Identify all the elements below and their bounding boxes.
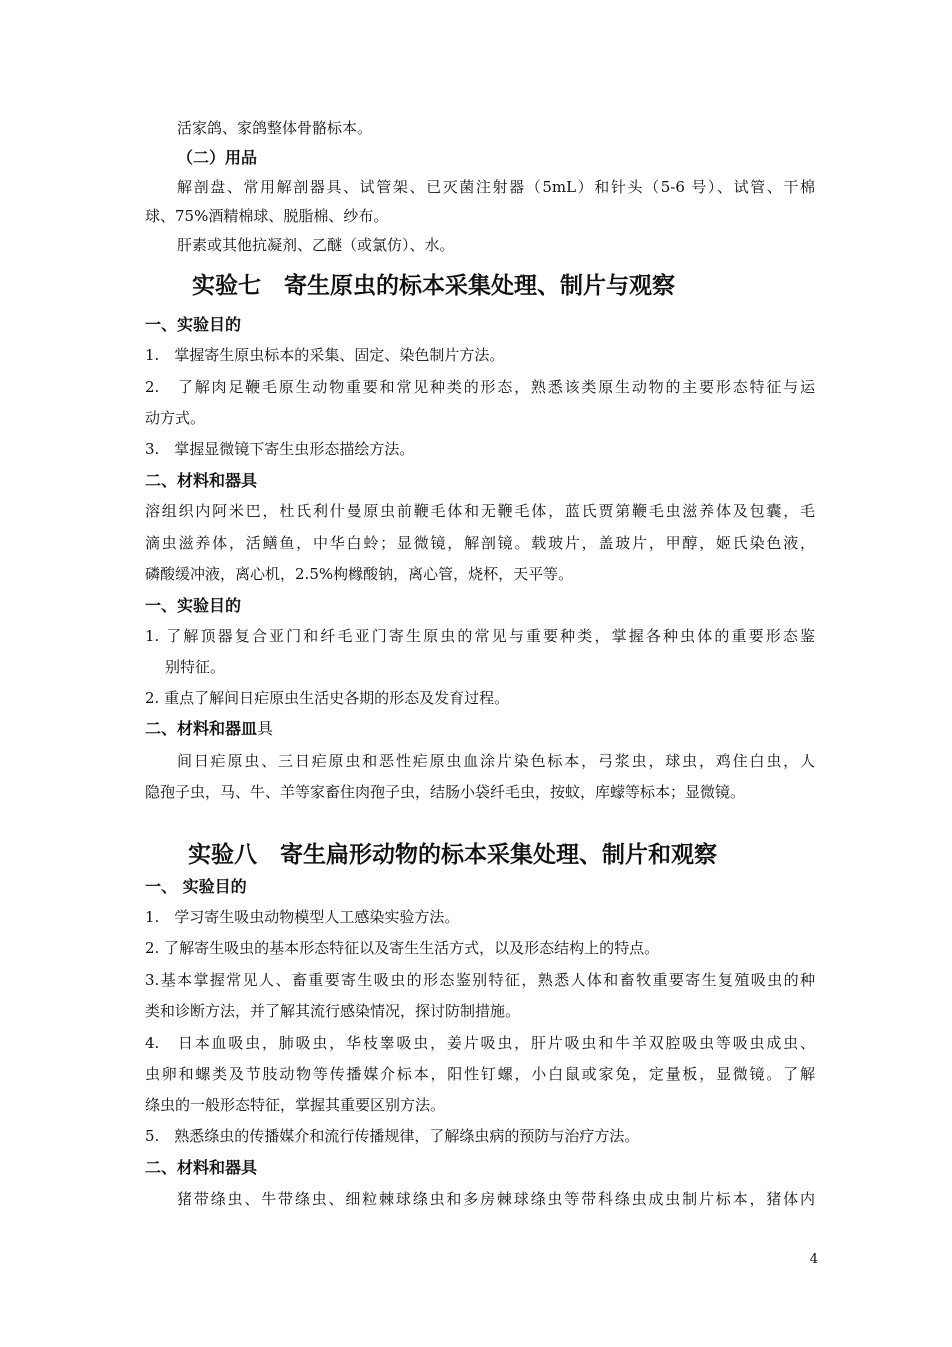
subsection-heading: （二）用品 (177, 148, 258, 167)
text-line: 别特征。 (165, 658, 226, 676)
section-heading-main: 二、材料和器皿 (145, 719, 258, 738)
experiment-title: 实验八 寄生扁形动物的标本采集处理、制片和观察 (188, 842, 717, 868)
section-heading: 一、实验目的 (145, 315, 242, 334)
list-item: 1. 学习寄生吸虫动物模型人工感染实验方法。 (145, 908, 460, 926)
section-heading: 二、材料和器具 (145, 1158, 258, 1177)
text-line: 类和诊断方法，并了解其流行感染情况，探讨防制措施。 (145, 1002, 521, 1020)
text-line: 绦虫的一般形态特征，掌握其重要区别方法。 (145, 1096, 446, 1114)
list-item: 2. 重点了解间日疟原虫生活史各期的形态及发育过程。 (145, 689, 510, 707)
list-item: 4. 日本血吸虫，肺吸虫，华枝睾吸虫，姜片吸虫，肝片吸虫和牛羊双腔吸虫等吸虫成虫、 (145, 1034, 815, 1052)
text-line: 活家鸽、家鸽整体骨骼标本。 (177, 119, 373, 137)
experiment-title: 实验七 寄生原虫的标本采集处理、制片与观察 (192, 273, 675, 299)
text-line: 球、75%酒精棉球、脱脂棉、纱布。 (145, 207, 389, 225)
text-line: 动方式。 (145, 409, 206, 427)
list-item: 2. 了解寄生吸虫的基本形态特征以及寄生生活方式，以及形态结构上的特点。 (145, 939, 660, 957)
list-item: 3.基本掌握常见人、畜重要寄生吸虫的形态鉴别特征，熟悉人体和畜牧重要寄生复殖吸虫的种 (145, 971, 815, 989)
text-line: 间日疟原虫、三日疟原虫和恶性疟原虫血涂片染色标本，弓浆虫，球虫，鸡住白虫，人 (177, 752, 815, 770)
list-item: 1. 了解顶器复合亚门和纤毛亚门寄生原虫的常见与重要种类，掌握各种虫体的重要形态鉴 (145, 627, 815, 645)
text-line: 猪带绦虫、牛带绦虫、细粒棘球绦虫和多房棘球绦虫等带科绦虫成虫制片标本，猪体内 (177, 1190, 815, 1208)
list-item: 3. 掌握显微镜下寄生虫形态描绘方法。 (145, 440, 415, 458)
text-line: 磷酸缓冲液，离心机，2.5%枸橼酸钠，离心管，烧杯，天平等。 (145, 565, 574, 583)
text-line: 虫卵和螺类及节肢动物等传播媒介标本，阳性钉螺，小白鼠或家兔，定量板，显微镜。了解 (145, 1065, 815, 1083)
text-line: 溶组织内阿米巴，杜氏利什曼原虫前鞭毛体和无鞭毛体，蓝氏贾第鞭毛虫滋养体及包囊，毛 (145, 502, 815, 520)
list-item: 5. 熟悉绦虫的传播媒介和流行传播规律，了解绦虫病的预防与治疗方法。 (145, 1127, 640, 1145)
list-item: 2. 了解肉足鞭毛原生动物重要和常见种类的形态，熟悉该类原生动物的主要形态特征与运 (145, 378, 815, 396)
section-heading: 一、 实验目的 (145, 877, 247, 896)
text-line: 滴虫滋养体，活鳝鱼，中华白蛉；显微镜，解剖镜。载玻片，盖玻片，甲醇，姬氏染色液， (145, 534, 815, 552)
section-heading: 二、材料和器具 (145, 471, 258, 490)
text-line: 解剖盘、常用解剖器具、试管架、已灭菌注射器（5mL）和针头（5-6 号）、试管、干棉 (177, 178, 815, 196)
section-heading-suffix: 具 (257, 719, 274, 738)
text-line: 肝素或其他抗凝剂、乙醚（或氯仿）、水。 (177, 236, 455, 254)
section-heading: 一、实验目的 (145, 596, 242, 615)
page-number: 4 (809, 1252, 818, 1267)
text-line: 隐孢子虫，马、牛、羊等家畜住肉孢子虫，结肠小袋纤毛虫，按蚊，库蠓等标本；显微镜。 (145, 783, 746, 801)
list-item: 1. 掌握寄生原虫标本的采集、固定、染色制片方法。 (145, 346, 505, 364)
section-heading (145, 718, 273, 740)
